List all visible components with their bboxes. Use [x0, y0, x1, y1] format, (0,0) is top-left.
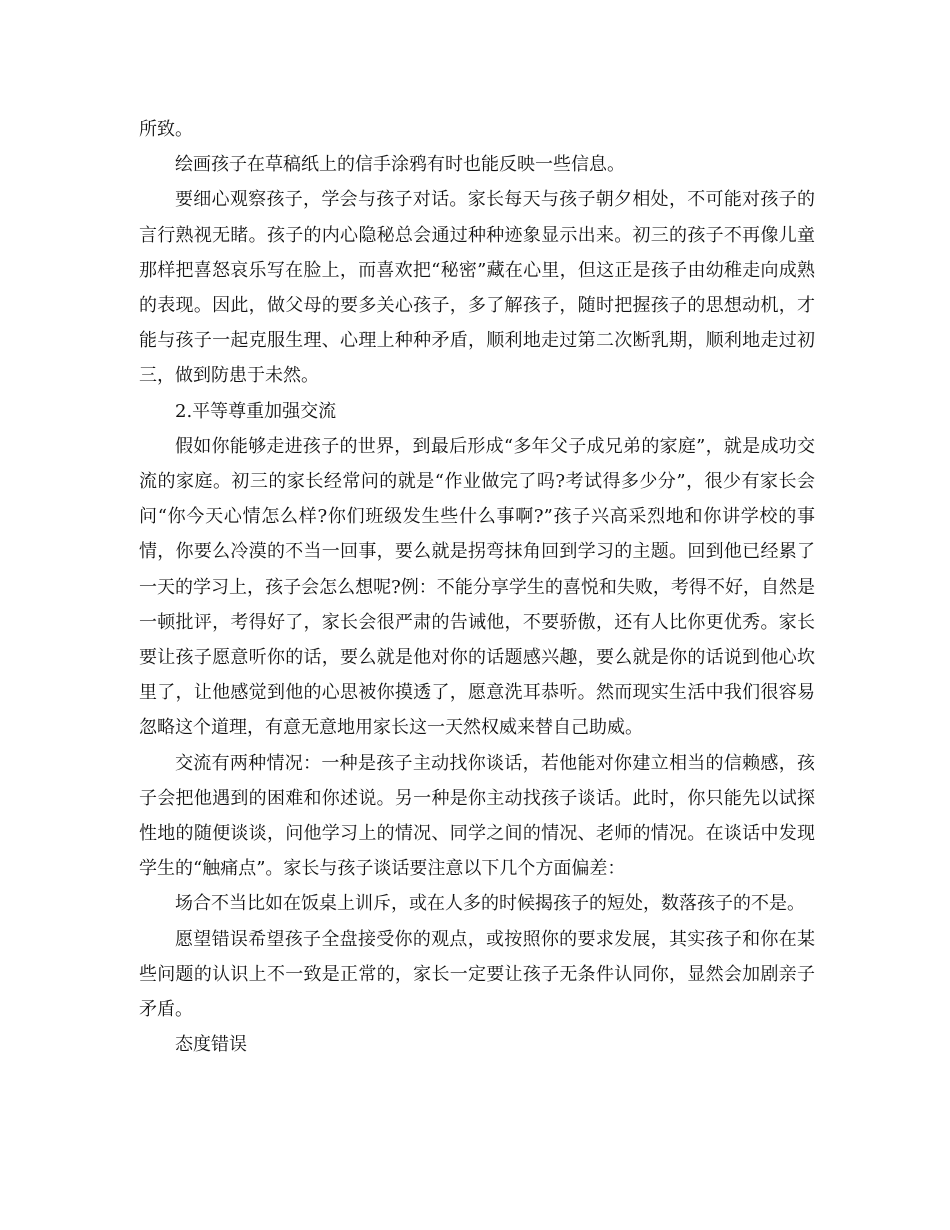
- paragraph: 绘画孩子在草稿纸上的信手涂鸦有时也能反映一些信息。: [175, 154, 625, 176]
- body-text: [139, 112, 815, 1062]
- paragraph: 场合不当比如在饭桌上训斥，或在人多的时候揭孩子的短处，数落孩子的不是。: [175, 893, 805, 915]
- paragraph: 要细心观察孩子，学会与孩子对话。家长每天与孩子朝夕相处，不可能对孩子的言行熟视无睹。孩子的内心隐秘总会通过种种迹象显示出来。初三的孩子不再像儿童那样把喜怒哀乐写在脸上，而喜欢把“秘密”藏在心里，但这正是孩子由幼稚走向成熟的表现。因此，做父母的要多关心孩子，多了解孩子，随时把握孩子的思想动机，才能与孩子一起克服生理、心理上种种矛盾，顺利地走过第二次断乳期，顺利地走过初三，做到防患于未然。: [139, 189, 815, 387]
- paragraph: 交流有两种情况：一种是孩子主动找你谈话，若他能对你建立相当的信赖感，孩子会把他遇到的困难和你述说。另一种是你主动找孩子谈话。此时，你只能先以试探性地的随便谈谈，问他学习上的情况、同学之间的情况、老师的情况。在谈话中发现学生的“触痛点”。家长与孩子谈话要注意以下几个方面偏差：: [139, 752, 815, 880]
- section-heading: 2.平等尊重加强交流: [175, 400, 337, 422]
- paragraph: 假如你能够走进孩子的世界，到最后形成“多年父子成兄弟的家庭”，就是成功交流的家庭。初三的家长经常问的就是“作业做完了吗?考试得多少分”，很少有家长会问“你今天心情怎么样?你们班级发生些什么事啊?”孩子兴高采烈地和你讲学校的事情，你要么冷漠的不当一回事，要么就是拐弯抹角回到学习的主题。回到他已经累了一天的学习上，孩子会怎么想呢?例：不能分享学生的喜悦和失败，考得不好，自然是一顿批评，考得好了，家长会很严肃的告诫他，不要骄傲，还有人比你更优秀。家长要让孩子愿意听你的话，要么就是他对你的话题感兴趣，要么就是你的话说到他心坎里了，让他感觉到他的心思被你摸透了，愿意洗耳恭听。然而现实生活中我们很容易忽略这个道理，有意无意地用家长这一天然权威来替自己助威。: [139, 435, 815, 739]
- paragraph: 愿望错误希望孩子全盘接受你的观点，或按照你的要求发展，其实孩子和你在某些问题的认识上不一致是正常的，家长一定要让孩子无条件认同你，显然会加剧亲子矛盾。: [139, 928, 815, 1021]
- paragraph: 所致。: [139, 119, 193, 140]
- paragraph: 态度错误: [175, 1034, 247, 1056]
